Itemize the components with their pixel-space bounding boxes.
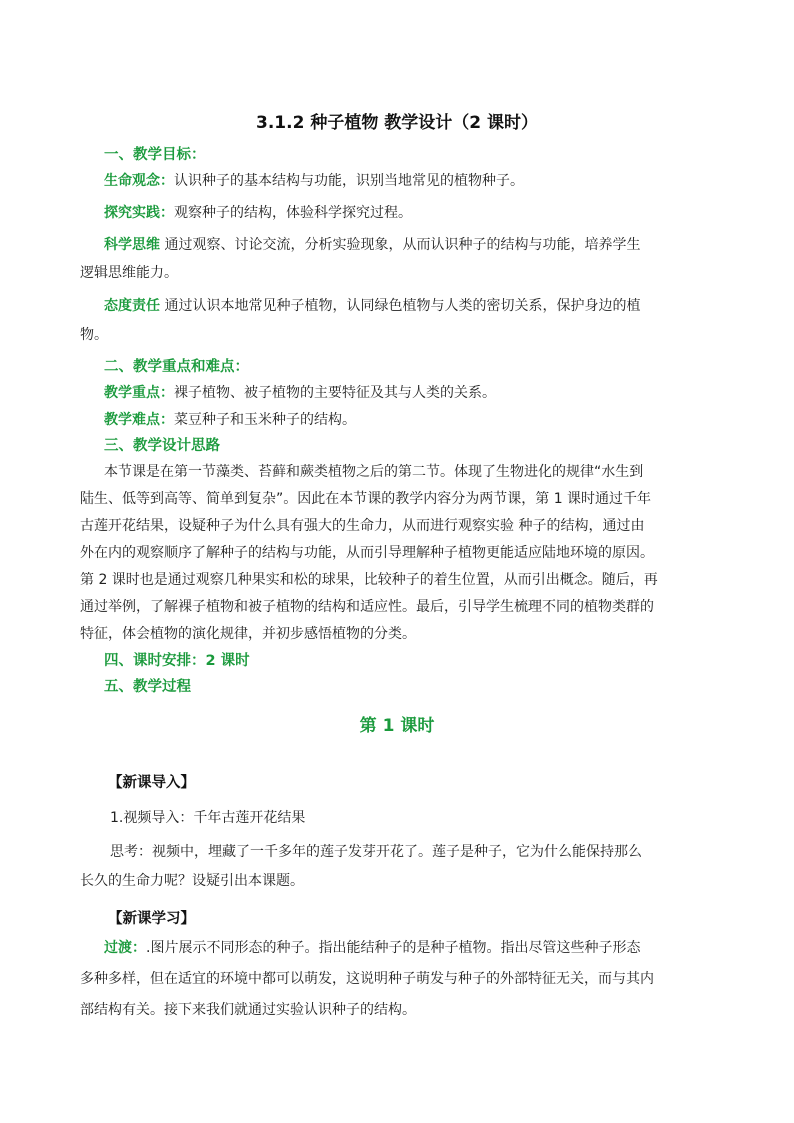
key-point [104, 380, 754, 406]
objective-label: 探究实践： [104, 205, 174, 221]
key-point-text: 裸子植物、被子植物的主要特征及其与人类的关系。 [174, 385, 496, 401]
design-paragraph-line: 陆生、低等到高等、简单到复杂”。因此在本节课的教学内容分为两节课，第 1 课时通过千年 [80, 491, 652, 507]
section-process-heading: 五、教学过程 [104, 679, 191, 695]
section-objectives-heading: 一、教学目标： [104, 147, 206, 163]
thinking-line-cont: 长久的生命力呢？设疑引出本课题。 [80, 873, 304, 889]
transition-line [104, 935, 754, 961]
difficult-point-text: 菜豆种子和玉米种子的结构。 [174, 412, 356, 428]
design-paragraph-line: 第 2 课时也是通过观察几种果实和松的球果，比较种子的着生位置，从而引出概念。随后，再 [80, 572, 658, 588]
video-intro-line: 1.视频导入：千年古莲开花结果 [110, 810, 306, 826]
section-schedule-heading: 四、课时安排：2 课时 [104, 653, 250, 669]
objective-inquiry-practice [104, 200, 754, 226]
objective-label: 科学思维 [104, 237, 160, 253]
design-paragraph-line: 外在内的观察顺序了解种子的结构与功能，从而引导理解种子植物更能适应陆地环境的原因。 [80, 545, 654, 561]
objective-text: 观察种子的结构，体验科学探究过程。 [174, 205, 412, 221]
design-paragraph-line: 本节课是在第一节藻类、苔藓和蕨类植物之后的第二节。体现了生物进化的规律“水生到 [104, 464, 644, 480]
section-design-idea-heading: 三、教学设计思路 [104, 438, 220, 454]
thinking-line: 思考：视频中，埋藏了一千多年的莲子发芽开花了。莲子是种子，它为什么能保持那么 [110, 844, 642, 860]
objective-scientific-thinking-cont: 逻辑思维能力。 [80, 265, 178, 281]
objective-label: 态度责任 [104, 298, 160, 314]
transition-text: .图片展示不同形态的种子。指出能结种子的是种子植物。指出尽管这些种子形态 [146, 940, 641, 956]
new-lesson-study-heading: 【新课学习】 [108, 911, 195, 927]
document-title: 3.1.2 种子植物 教学设计（2 课时） [256, 113, 538, 133]
objective-label: 生命观念： [104, 173, 174, 189]
section-key-points-heading: 二、教学重点和难点： [104, 359, 249, 375]
design-paragraph-line: 通过举例，了解裸子植物和被子植物的结构和适应性。最后，引导学生梳理不同的植物类群的 [80, 599, 654, 615]
design-paragraph-line: 古莲开花结果，设疑种子为什么具有强大的生命力，从而进行观察实验 种子的结构，通过由 [80, 518, 645, 534]
lesson-title: 第 1 课时 [359, 716, 435, 736]
objective-attitude [104, 293, 754, 319]
objective-life-concept [104, 168, 754, 194]
difficult-point [104, 407, 754, 433]
difficult-point-label: 教学难点： [104, 412, 174, 428]
new-lesson-intro-heading: 【新课导入】 [108, 775, 195, 791]
transition-label: 过渡： [104, 940, 146, 956]
key-point-label: 教学重点： [104, 385, 174, 401]
design-paragraph-line: 特征，体会植物的演化规律，并初步感悟植物的分类。 [80, 626, 416, 642]
objective-text: 通过认识本地常见种子植物，认同绿色植物与人类的密切关系，保护身边的植 [160, 298, 641, 314]
objective-attitude-cont: 物。 [80, 327, 108, 343]
objective-scientific-thinking [104, 232, 754, 258]
transition-line-cont: 部结构有关。接下来我们就通过实验认识种子的结构。 [80, 1002, 416, 1018]
objective-text: 认识种子的基本结构与功能，识别当地常见的植物种子。 [174, 173, 524, 189]
transition-line-cont: 多种多样，但在适宜的环境中都可以萌发，这说明种子萌发与种子的外部特征无关，而与其内 [80, 971, 654, 987]
objective-text: 通过观察、讨论交流，分析实验现象，从而认识种子的结构与功能，培养学生 [160, 237, 641, 253]
